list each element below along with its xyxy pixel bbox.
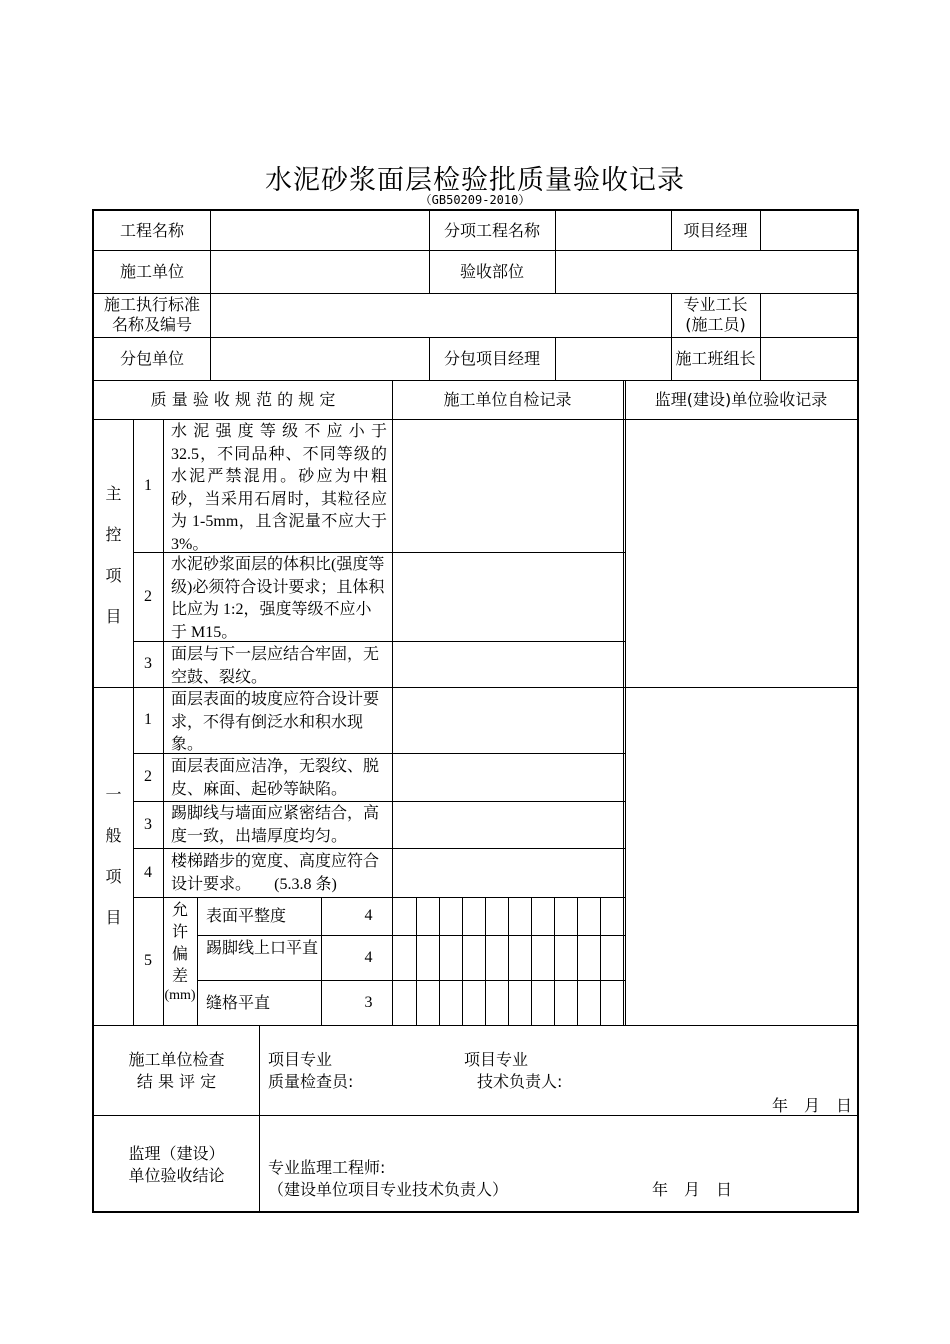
quality-inspector-line1: 项目专业 bbox=[268, 1050, 333, 1069]
col-line bbox=[197, 897, 198, 1025]
general-item-1-text: 面层表面的坡度应符合设计要求，不得有倒泛水和积水现象。 bbox=[171, 689, 380, 753]
deviation-row-3-value: 3 bbox=[364, 993, 373, 1011]
col-line bbox=[554, 897, 555, 1025]
general-item-3-no: 3 bbox=[144, 815, 152, 833]
supervision-date: 年 月 日 bbox=[652, 1180, 733, 1199]
project-manager-label: 项目经理 bbox=[683, 220, 748, 240]
row-line bbox=[94, 1025, 857, 1026]
inspection-table bbox=[92, 209, 859, 1213]
construction-unit-field[interactable] bbox=[210, 250, 429, 293]
general-item-3-text: 踢脚线与墙面应紧密结合，高度一致，出墙厚度均匀。 bbox=[171, 803, 380, 845]
main-group-char: 控 bbox=[105, 525, 122, 544]
foreman-label bbox=[671, 295, 760, 335]
supervision-label-line1: 监理（建设） bbox=[128, 1144, 225, 1163]
sub-project-label: 分项工程名称 bbox=[443, 220, 540, 240]
deviation-row-1-value: 4 bbox=[364, 907, 373, 924]
subcontract-unit-label: 分包单位 bbox=[119, 348, 184, 368]
row-line bbox=[94, 419, 857, 420]
col-line bbox=[577, 897, 578, 1025]
col-line bbox=[416, 897, 417, 1025]
general-group-char: 目 bbox=[105, 908, 122, 927]
page-title: 水泥砂浆面层检验批质量验收记录 bbox=[265, 165, 685, 196]
tech-lead-label bbox=[464, 1049, 562, 1093]
supervision-label-line2: 单位验收结论 bbox=[128, 1166, 225, 1185]
project-manager-field[interactable] bbox=[760, 211, 857, 250]
owner-representative-label: （建设单位项目专业技术负责人） bbox=[268, 1180, 509, 1199]
construction-eval-label-line2: 结 果 评 定 bbox=[136, 1072, 217, 1091]
subcontract-unit-field[interactable] bbox=[210, 337, 429, 380]
team-leader-field[interactable] bbox=[760, 337, 857, 380]
col-line bbox=[439, 897, 440, 1025]
foreman-label-line2: (施工员) bbox=[685, 315, 746, 334]
col-line bbox=[485, 897, 486, 1025]
team-leader-label: 施工班组长 bbox=[675, 348, 756, 368]
general-items-group-label bbox=[94, 774, 133, 938]
main-item-2-no: 2 bbox=[144, 587, 152, 605]
acceptance-part-label: 验收部位 bbox=[459, 261, 524, 281]
exec-standard-label bbox=[94, 295, 210, 335]
exec-standard-label-line2: 名称及编号 bbox=[111, 315, 192, 334]
deviation-unit: (mm) bbox=[164, 988, 196, 1003]
main-items-group-label bbox=[94, 473, 133, 637]
deviation-label-char: 差 bbox=[171, 966, 188, 985]
foreman-label-line1: 专业工长 bbox=[683, 295, 748, 314]
supervision-conclusion-label bbox=[94, 1143, 259, 1187]
construction-unit-label: 施工单位 bbox=[119, 261, 184, 281]
exec-standard-label-line1: 施工执行标准 bbox=[103, 295, 200, 314]
main-group-char: 项 bbox=[105, 566, 122, 585]
tech-lead-line2: 技术负责人: bbox=[477, 1072, 563, 1091]
deviation-row-2-value: 4 bbox=[364, 948, 373, 966]
spec-column-header: 质 量 验 收 规 范 的 规 定 bbox=[150, 389, 336, 409]
general-item-4-body: 楼梯踏步的宽度、高度应符合设计要求。 bbox=[171, 851, 380, 893]
main-item-1-no: 1 bbox=[144, 476, 152, 494]
main-group-char: 目 bbox=[105, 607, 122, 626]
subcontract-manager-field[interactable] bbox=[555, 337, 671, 380]
col-line bbox=[531, 897, 532, 1025]
project-name-field[interactable] bbox=[210, 211, 429, 250]
main-item-3-no: 3 bbox=[144, 655, 152, 672]
deviation-label-char: 许 bbox=[171, 922, 188, 941]
general-item-4-ref: (5.3.8 条) bbox=[274, 875, 337, 893]
construction-eval-label bbox=[94, 1049, 259, 1093]
general-item-4-text bbox=[171, 850, 387, 896]
deviation-row-3-name: 缝格平直 bbox=[206, 992, 271, 1012]
supervision-column-header: 监理(建设)单位验收记录 bbox=[654, 389, 828, 409]
deviation-label-char: 允 bbox=[171, 900, 188, 919]
project-name-label: 工程名称 bbox=[119, 220, 184, 240]
main-group-char: 主 bbox=[105, 484, 122, 503]
deviation-no: 5 bbox=[144, 952, 152, 969]
general-item-4-no: 4 bbox=[144, 863, 152, 881]
row-line bbox=[133, 848, 625, 849]
sub-project-field[interactable] bbox=[555, 211, 671, 250]
col-line bbox=[508, 897, 509, 1025]
exec-standard-field[interactable] bbox=[210, 293, 671, 337]
general-group-char: 般 bbox=[105, 826, 122, 845]
deviation-row-1-name: 表面平整度 bbox=[206, 906, 287, 925]
col-line bbox=[259, 1025, 260, 1211]
deviation-label bbox=[163, 899, 197, 1005]
self-check-column-header: 施工单位自检记录 bbox=[443, 389, 572, 409]
construction-eval-date: 年 月 日 bbox=[771, 1096, 852, 1115]
col-line bbox=[625, 380, 626, 1025]
deviation-label-char: 偏 bbox=[171, 944, 188, 963]
main-item-2-text: 水泥砂浆面层的体积比(强度等级)必须符合设计要求；且体积比应为 1:2，强度等级不应小于 M15。 bbox=[171, 556, 385, 641]
quality-inspector-line2: 质量检查员: bbox=[268, 1072, 354, 1091]
col-line bbox=[462, 897, 463, 1025]
general-item-1-no: 1 bbox=[144, 711, 152, 728]
acceptance-part-field[interactable] bbox=[555, 250, 857, 293]
main-item-1-text: 水 泥 强 度 等 级 不 应 小 于 32.5，不同品种、不同等级的水泥严禁混用。砂应为中粗砂，当采用石屑时，其粒径应为 1-5mm，且含泥量不应大于 3%。 bbox=[171, 423, 387, 553]
col-line bbox=[600, 897, 601, 1025]
general-item-2-text: 面层表面应洁净，无裂纹、脱皮、麻面、起砂等缺陷。 bbox=[171, 756, 380, 798]
col-line bbox=[623, 380, 624, 1025]
foreman-field[interactable] bbox=[760, 293, 857, 337]
subcontract-manager-label: 分包项目经理 bbox=[443, 348, 540, 368]
general-item-2-no: 2 bbox=[144, 768, 152, 785]
main-item-3-text: 面层与下一层应结合牢固，无空鼓、裂纹。 bbox=[171, 644, 380, 686]
tech-lead-line1: 项目专业 bbox=[464, 1050, 529, 1069]
general-group-char: 一 bbox=[105, 785, 122, 804]
general-group-char: 项 bbox=[105, 867, 122, 886]
supervisor-engineer-label: 专业监理工程师: bbox=[268, 1158, 386, 1177]
deviation-row-2-name: 踢脚线上口平直 bbox=[206, 938, 319, 957]
construction-eval-label-line1: 施工单位检查 bbox=[128, 1050, 225, 1069]
quality-inspector-label bbox=[268, 1049, 353, 1093]
standard-code: （GB50209-2010） bbox=[419, 193, 531, 207]
